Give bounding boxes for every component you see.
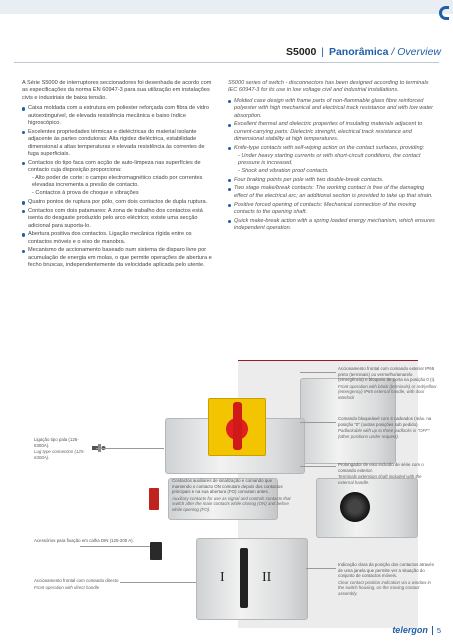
- list-item: Two stage make/break contacts: The working contact is free of the damaging effect of the electrical arc; an additional section is provided to take up that strain.: [228, 185, 438, 200]
- switch-image-direct: [196, 538, 308, 620]
- title-pt: Panorâmica: [328, 46, 389, 58]
- callout-text-pt: Accionamento frontal com comando directo: [34, 578, 119, 583]
- leader-line: [80, 546, 150, 547]
- intro-en: S5000 series of switch - disconnectors has been designed according to terminals IEC 60947-3 for its use in low voltage civil and industrial installations.: [228, 80, 429, 94]
- callout-text-pt: Contactos auxiliares de sinalização e comando que mantendo o contacto ON comutam depois dos contactos principais e na sua abertura (FO) comutam antes.: [172, 478, 283, 495]
- brand-corner-icon: [439, 6, 449, 20]
- text-column-pt: [22, 80, 212, 271]
- callout-text-pt: Indicação clara da posição dos contactos através de uma janela que permite ver a situação do conjunto de contactos móveis.: [338, 562, 434, 579]
- list-item-text: Contactos do tipo faca com acção de auto-limpeza nas superfícies de contacto cuja disposição proporciona:: [28, 159, 201, 174]
- callout-lug-connection: [34, 437, 94, 460]
- title-separator: |: [321, 46, 325, 58]
- callout-text-en: Terminals extension shaft included with the external handle.: [338, 474, 422, 485]
- list-item: Mecanismo de accionamento baseado num sistema de disparo livre por acumulação de energia em molas, o que permite operações de abertura e fecho bruscas, independentemente da velocidade aplicada pelo utente.: [22, 247, 212, 269]
- title-rule: [14, 62, 439, 63]
- list-item: Caixa moldada com a estrutura em poliester reforçada com fibra de vidro autoextinguível, de elevada resistência mecânica e baixo índice higroscópico.: [22, 105, 212, 127]
- list-item: Quick make-break action with a spring loaded energy mechanism, which ensures independent operation.: [228, 218, 438, 233]
- features-list-pt: [22, 105, 212, 269]
- callout-text-en: Auxiliary contacts for use as signal and controls contacts that switch after the main contacts while closing (ON) and before while opening (FO).: [172, 495, 291, 512]
- sub-item: - Contactos à prova de choque e vibrações: [32, 190, 139, 197]
- callout-text-en: Lug type connection (125-6300A).: [34, 449, 85, 460]
- leader-line: [300, 372, 336, 373]
- page-title: [286, 46, 441, 58]
- list-item: Contactos com dois patamares: A zona de trabalho dos contactos está isenta do desgaste produzido pelo arco eléctrico; existe uma secção adicional para suporta-lo.: [22, 208, 212, 230]
- top-band: [0, 0, 453, 14]
- intro-pt: A Série S5000 de interruptores seccionadores foi desenhada de acordo com as especificações da norma EN 60947-3 para sua utilização em instalações civis e industriais de baixa tensão.: [22, 80, 212, 101]
- callout-text-pt: Comando bloqueável com 3 cadeados (máx. na posição "0" (outras posições sob pedido).: [338, 416, 432, 427]
- callout-auxiliary-contacts: [172, 478, 292, 513]
- list-item: Positive forced opening of contacts: Mechanical connection of the moving contacts to the opening shaft.: [228, 202, 438, 217]
- callout-text-pt: Accionamento frontal com comando exterior IP65 preto (terminais) ou vermelho/amarelo (emergência) e bloqueio de porta na posição 0 (I).: [338, 366, 436, 383]
- callout-text-pt: Ligação tipo pala (125-6300A).: [34, 437, 79, 448]
- list-item: Molded case design with frame parts of non-flammable glass fibre reinforced polyester with high mechanical and electrical track resistance and with low water absorption.: [228, 98, 438, 120]
- text-column-en: [228, 80, 438, 234]
- page-number: 5: [436, 625, 441, 635]
- callout-front-operation: [338, 366, 438, 401]
- leader-line: [96, 448, 164, 449]
- list-item: Excellent thermal and dielectric properties of insulating materials adjacent to current-carrying parts: Dielectric strenght, electrical track resistance and dimensional stability at high temperatures.: [228, 121, 438, 143]
- black-knob-icon: [340, 492, 370, 522]
- auxiliary-contact-icon: [149, 488, 159, 510]
- list-item: [228, 145, 438, 176]
- sub-item: - Shock and vibration proof contacts.: [238, 168, 329, 175]
- leader-line: [306, 568, 336, 569]
- list-item: Excelentes propriedades térmicas e dieléctricas do material isolante adjacente às partes condutoras: Alta rigidez dieléctrica, estabilidade dimensional a altas temperaturas e elevada resistência às correntes de fuga superficiais.: [22, 129, 212, 159]
- leader-line: [300, 466, 336, 467]
- callout-text-en: Front operation with direct handle: [34, 584, 100, 590]
- leader-line: [300, 422, 336, 423]
- position-label-2: II: [262, 570, 272, 585]
- footer: [392, 625, 441, 635]
- callout-padlock: [338, 416, 438, 439]
- title-en: Overview: [397, 46, 441, 58]
- callout-direct-handle: [34, 578, 154, 590]
- sub-item: - Alto poder de corte: o campo electromagnético criado por correntes elevadas incrementa a presão de contacto.: [32, 174, 203, 189]
- features-list-en: [228, 98, 438, 233]
- list-item-text: Knife-type contacts with self-wiping action on the contact surfaces, providing:: [234, 144, 425, 151]
- callout-text-en: Clear contact position indication via a window in the switch housing, on the moving contact assembly.: [338, 579, 431, 596]
- callout-position-indication: [338, 562, 438, 597]
- sub-item: - Under heavy starting currents or with short-circuit conditions, the contact pressure is increased.: [238, 152, 421, 167]
- callout-text-pt: Acessórios para fixação em calha DIN (125-200 A).: [34, 538, 134, 543]
- callout-text-en: Front operation with black (terminals) or red/yellow (emergency) IP65 external handle, with door interlock: [338, 383, 437, 400]
- top-divider: [0, 14, 453, 16]
- footer-separator: [432, 626, 433, 635]
- title-slash: /: [391, 46, 395, 58]
- brand-logo: telergon: [392, 625, 428, 635]
- list-item: [22, 160, 212, 198]
- callout-text-en: Padlockable with up to three padlocks in "OFF" (other positions under request).: [338, 428, 430, 439]
- position-label-1: I: [220, 570, 225, 585]
- list-item: Abertura positiva dos contactos. Ligação mecânica rígida entre os contactos móveis e o eixo de manobra.: [22, 231, 212, 246]
- din-rail-clip-icon: [150, 542, 162, 560]
- direct-handle-icon: [240, 548, 248, 608]
- leader-line: [120, 582, 196, 583]
- list-item: Quatro pontos de ruptura por pólo, com dois contactos de dupla ruptura.: [22, 199, 212, 206]
- callout-extension-shaft: [338, 462, 438, 485]
- callout-text-pt: Prolongador de eixo incluído de série com o comando exterior.: [338, 462, 424, 473]
- title-series: S5000: [285, 46, 317, 58]
- callout-din-rail: [34, 538, 134, 544]
- list-item: Four braking points per pole with two double-break contacts.: [228, 177, 438, 184]
- red-handle-icon: [233, 402, 242, 450]
